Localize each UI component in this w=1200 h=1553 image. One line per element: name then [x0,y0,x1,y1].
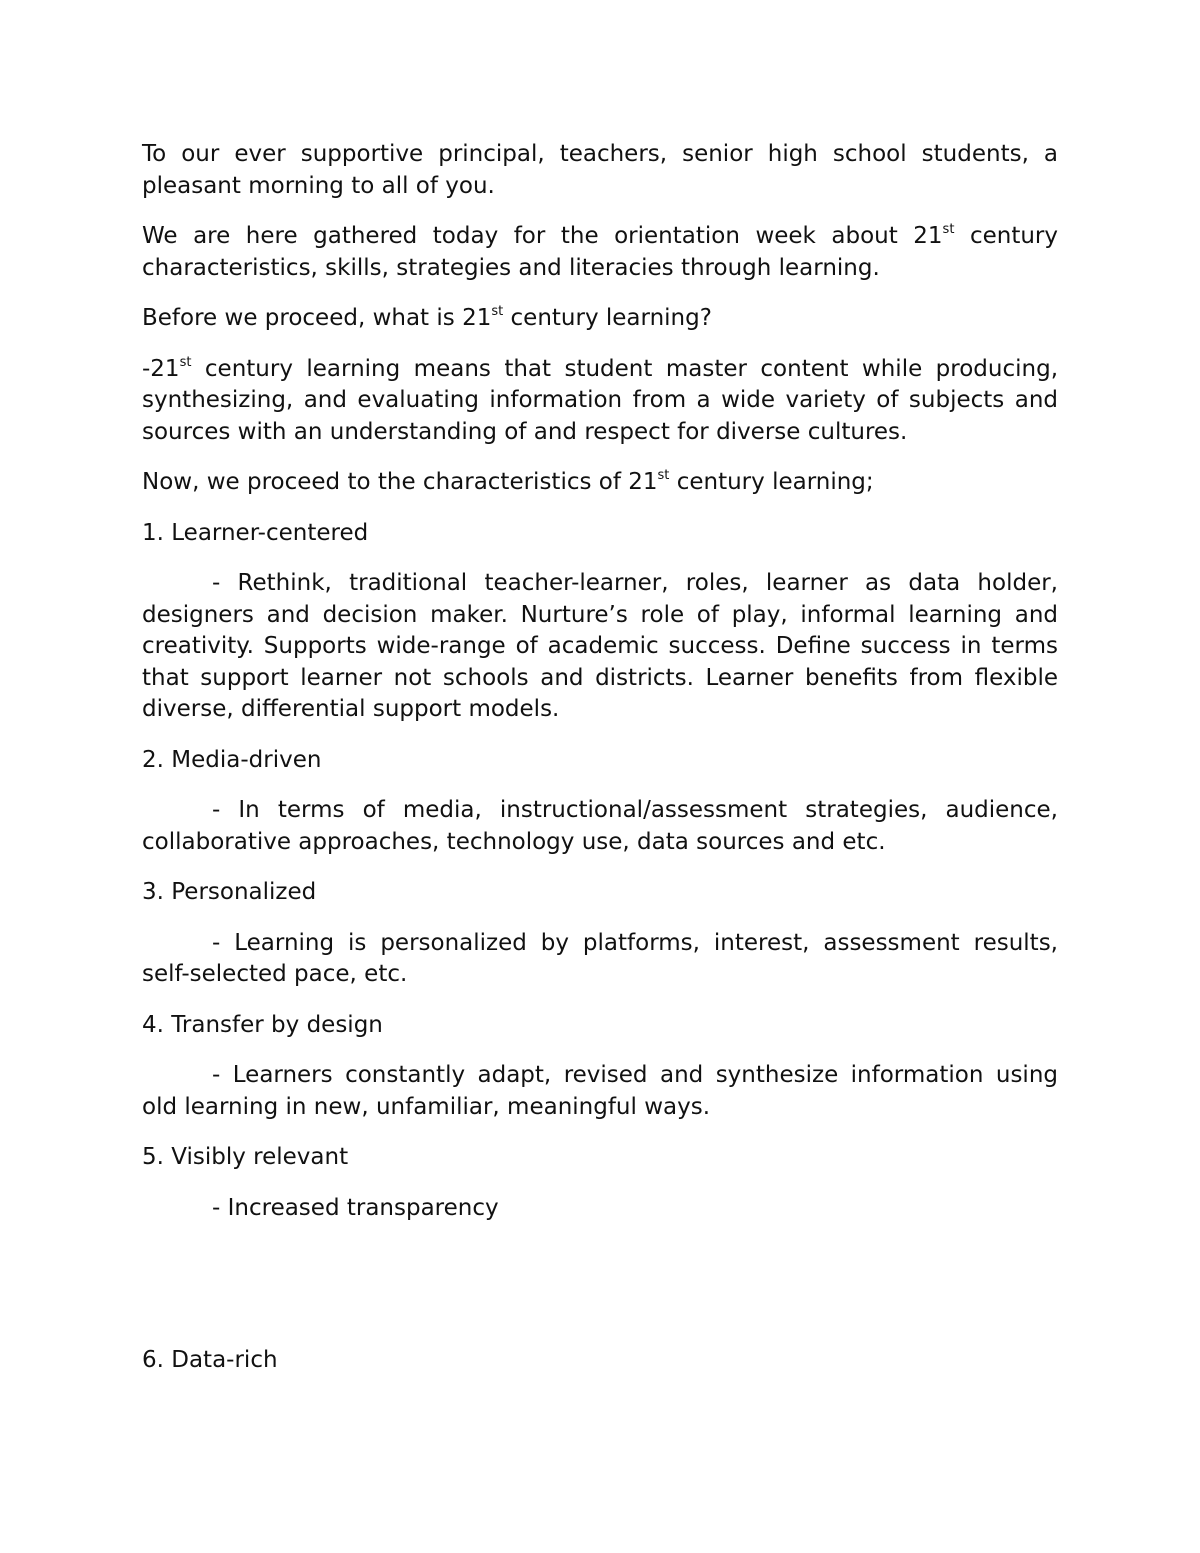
characteristic-description-1: - Rethink, traditional teacher-learner, roles, learner as data holder, designers and decision maker. Nurture’s role of play, informal learning and creativity. Supports wide-range of academic success. Define success in terms that support learner not schools and districts. Learner benefits from flexible diverse, differential support models. [142,570,1058,722]
characteristic-heading-3: 3. Personalized [142,879,317,905]
purpose-superscript: st [942,222,955,238]
document-page [142,139,1058,1396]
question-superscript: st [491,304,504,320]
characteristic-description-2: - In terms of media, instructional/assessment strategies, audience, collaborative approaches, technology use, data sources and etc. [142,797,1058,855]
greeting-paragraph: To our ever supportive principal, teachers, senior high school students, a pleasant morning to all of you. [142,141,1058,199]
question-paragraph [142,303,1058,335]
definition-paragraph [142,354,1058,449]
transition-text-end: century learning; [669,469,874,495]
purpose-text-start: We are here gathered today for the orientation week about 21 [142,223,943,249]
definition-text-end: century learning means that student master content while producing, synthesizing, and evaluating information from a wide variety of subjects and sources with an understanding of and respect for diverse cultures. [142,355,1058,445]
transition-text-start: Now, we proceed to the characteristics of 21 [142,469,658,495]
definition-text-start: -21 [142,355,180,382]
question-text-end: century learning? [503,305,712,331]
purpose-paragraph [142,221,1058,284]
characteristic-description-5: - Increased transparency [212,1194,499,1221]
characteristic-heading-2: 2. Media-driven [142,746,322,773]
characteristic-description-3: - Learning is personalized by platforms, interest, assessment results, self-selected pace, etc. [142,929,1058,987]
characteristic-heading-1: 1. Learner-centered [142,519,369,546]
transition-superscript: st [657,468,670,484]
blank-space [142,1243,1058,1345]
characteristic-heading-6: 6. Data-rich [142,1347,278,1373]
characteristic-description-4: - Learners constantly adapt, revised and synthesize information using old learning in new, unfamiliar, meaningful ways. [142,1062,1058,1120]
definition-superscript: st [179,354,192,370]
characteristic-heading-5: 5. Visibly relevant [142,1144,349,1170]
characteristic-heading-4: 4. Transfer by design [142,1011,383,1038]
transition-paragraph [142,467,1058,499]
question-text-start: Before we proceed, what is 21 [142,305,492,331]
purpose-text-end: century characteristics, skills, strategies and literacies through learning. [142,223,1058,281]
